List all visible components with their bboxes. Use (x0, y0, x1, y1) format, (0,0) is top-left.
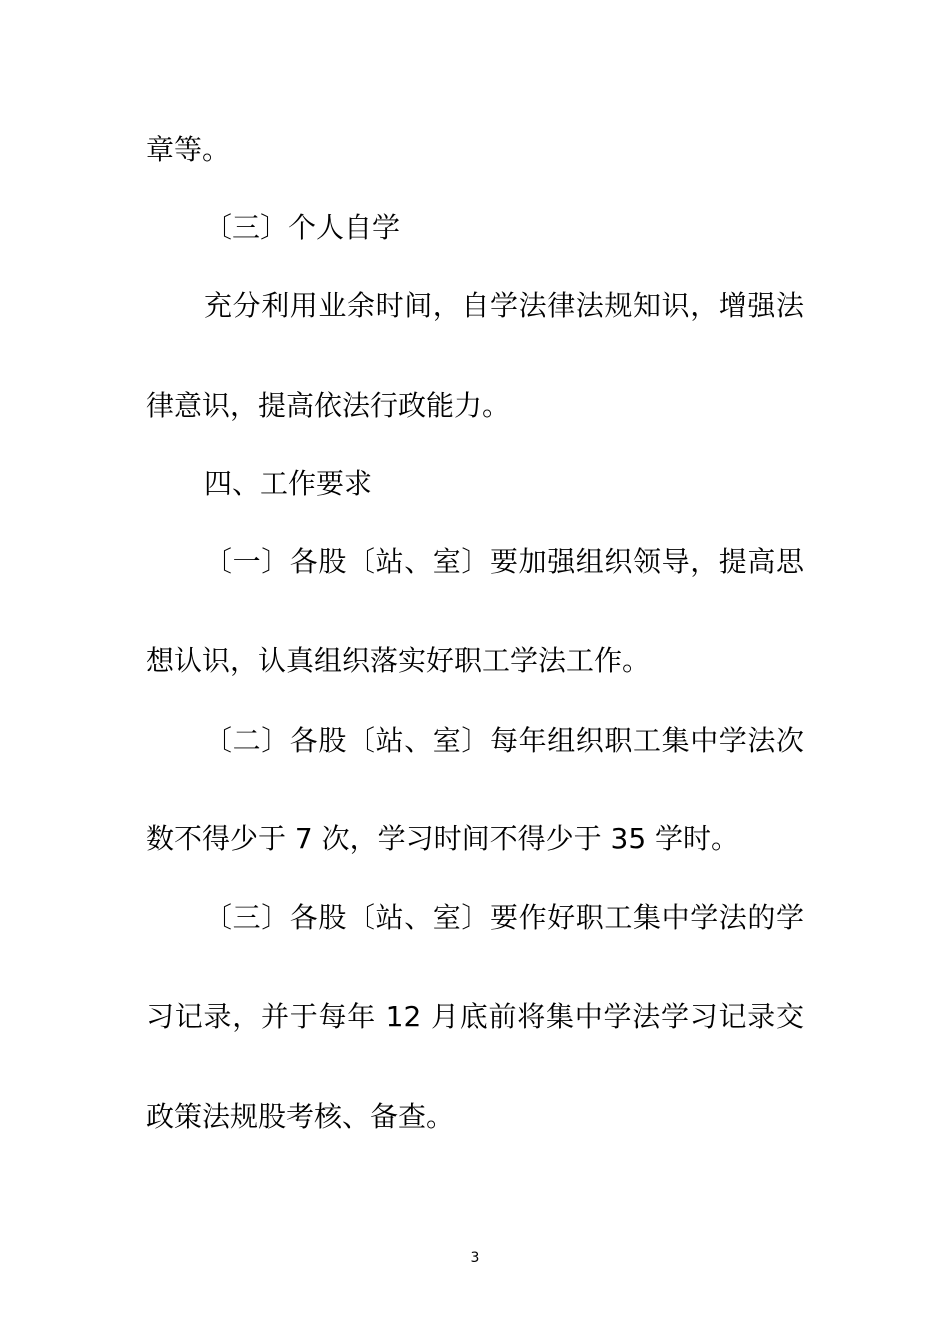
text-line-8: 〔二〕各股〔站、室〕每年组织职工集中学法次 (204, 724, 804, 757)
section-heading-work-requirements: 四、工作要求 (204, 467, 373, 500)
text-line-7: 想认识，认真组织落实好职工学法工作。 (146, 644, 651, 677)
text-line-9: 数不得少于 7 次，学习时间不得少于 35 学时。 (146, 822, 740, 855)
text-line-11: 习记录，并于每年 12 月底前将集中学法学习记录交 (146, 1000, 804, 1033)
text-line-12: 政策法规股考核、备查。 (146, 1100, 455, 1133)
text-line-6: 〔一〕各股〔站、室〕要加强组织领导，提高思 (204, 545, 804, 578)
text-line-1: 章等。 (146, 133, 231, 166)
text-line-3: 充分利用业余时间，自学法律法规知识，增强法 (204, 289, 804, 322)
text-line-10: 〔三〕各股〔站、室〕要作好职工集中学法的学 (204, 901, 804, 934)
section-heading-personal-study: 〔三〕个人自学 (204, 211, 401, 244)
page-number: 3 (470, 1250, 480, 1266)
text-line-4: 律意识，提高依法行政能力。 (146, 389, 511, 422)
